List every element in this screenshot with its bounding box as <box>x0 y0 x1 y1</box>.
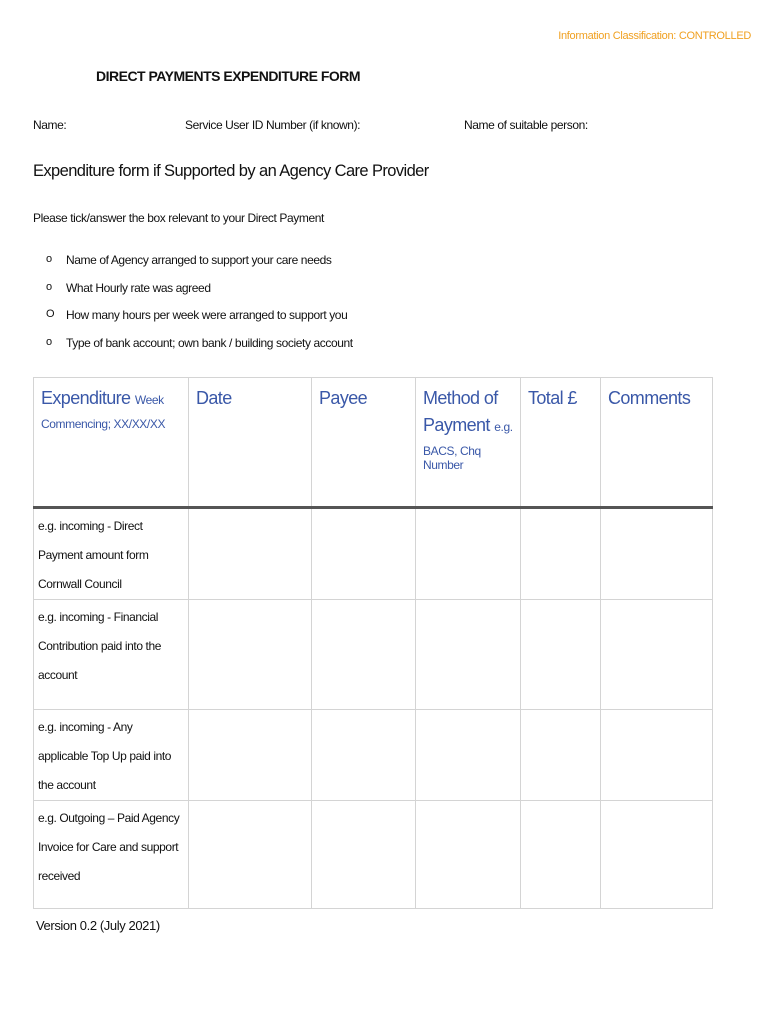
checklist-item <box>46 253 353 281</box>
header-method <box>416 378 521 508</box>
row-description: e.g. incoming - Direct Payment amount form Cornwall Council <box>38 519 149 591</box>
header-payee: Payee <box>312 378 416 508</box>
checklist-item-text: How many hours per week were arranged to support you <box>66 308 348 322</box>
checklist-item <box>46 281 353 309</box>
version-label: Version 0.2 (July 2021) <box>36 918 160 933</box>
classification-label: Information Classification: CONTROLLED <box>558 30 751 42</box>
header-method-payment: Payment <box>423 415 490 435</box>
date-cell[interactable] <box>189 710 312 801</box>
name-field-label: Name: <box>33 118 67 132</box>
payee-cell[interactable] <box>312 801 416 909</box>
instruction-text: Please tick/answer the box relevant to your Direct Payment <box>33 211 324 225</box>
header-total: Total £ <box>521 378 601 508</box>
form-title: DIRECT PAYMENTS EXPENDITURE FORM <box>96 68 361 84</box>
checklist <box>46 253 353 363</box>
checklist-item-text: What Hourly rate was agreed <box>66 280 211 295</box>
method-cell[interactable] <box>416 710 521 801</box>
checklist-item-text: Name of Agency arranged to support your care needs <box>66 253 332 267</box>
total-cell[interactable] <box>521 801 601 909</box>
header-expenditure <box>34 378 189 508</box>
expenditure-table <box>33 377 713 909</box>
method-cell[interactable] <box>416 508 521 600</box>
table-row <box>34 710 713 801</box>
bullet-circle-icon: o <box>46 280 52 293</box>
total-cell[interactable] <box>521 600 601 710</box>
header-expenditure-main: Expenditure <box>41 388 131 408</box>
total-cell[interactable] <box>521 710 601 801</box>
row-description: e.g. incoming - Any applicable Top Up paid into the account <box>38 720 172 792</box>
row-description: e.g. Outgoing – Paid Agency Invoice for Care and support received <box>38 811 180 883</box>
total-cell[interactable] <box>521 508 601 600</box>
payee-cell[interactable] <box>312 600 416 710</box>
header-method-examples: BACS, Chq Number <box>423 444 481 472</box>
table-row <box>34 508 713 600</box>
table-header-row <box>34 378 713 508</box>
header-expenditure-week: Week <box>134 393 164 407</box>
bullet-circle-icon: O <box>46 308 55 320</box>
row-description-cell <box>34 710 189 801</box>
table-row <box>34 801 713 909</box>
payee-cell[interactable] <box>312 508 416 600</box>
row-description-cell <box>34 801 189 909</box>
row-description-cell <box>34 508 189 600</box>
comments-cell[interactable] <box>601 508 713 600</box>
row-description: e.g. incoming - Financial Contribution paid into the account <box>38 610 162 682</box>
header-comments: Comments <box>601 378 713 508</box>
bullet-circle-icon: o <box>46 253 52 265</box>
date-cell[interactable] <box>189 801 312 909</box>
checklist-item <box>46 336 353 364</box>
row-description-cell <box>34 600 189 710</box>
suitable-person-label: Name of suitable person: <box>464 118 588 132</box>
header-method-eg: e.g. <box>494 420 513 434</box>
comments-cell[interactable] <box>601 801 713 909</box>
header-expenditure-commencing: Commencing; XX/XX/XX <box>41 417 166 431</box>
checklist-item <box>46 308 353 336</box>
bullet-circle-icon: o <box>46 335 52 348</box>
service-user-id-label: Service User ID Number (if known): <box>185 118 361 132</box>
header-method-main: Method of <box>423 388 498 408</box>
table-row <box>34 600 713 710</box>
checklist-item-text: Type of bank account; own bank / building society account <box>66 335 353 350</box>
form-subtitle: Expenditure form if Supported by an Agency Care Provider <box>33 162 429 180</box>
comments-cell[interactable] <box>601 710 713 801</box>
header-date: Date <box>189 378 312 508</box>
method-cell[interactable] <box>416 801 521 909</box>
comments-cell[interactable] <box>601 600 713 710</box>
date-cell[interactable] <box>189 600 312 710</box>
date-cell[interactable] <box>189 508 312 600</box>
method-cell[interactable] <box>416 600 521 710</box>
payee-cell[interactable] <box>312 710 416 801</box>
